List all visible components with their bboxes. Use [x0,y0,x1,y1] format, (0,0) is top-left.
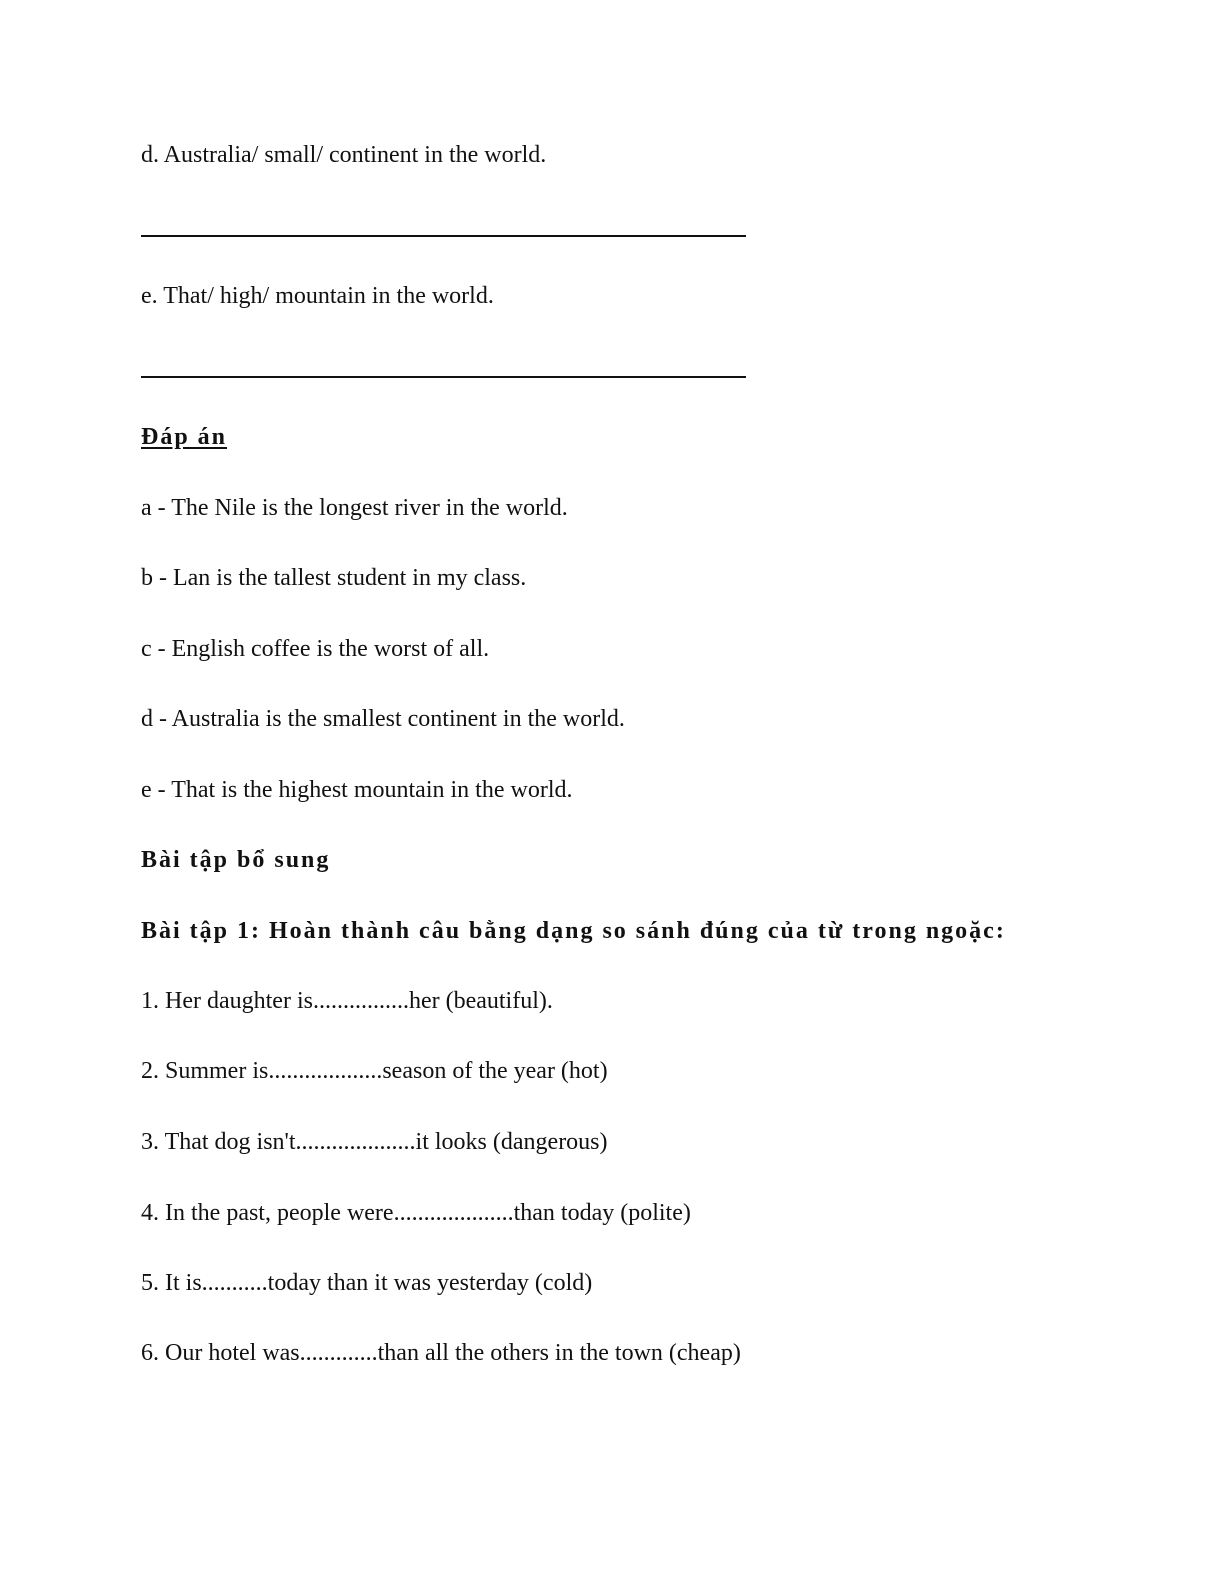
exercise-1-item-6: 6. Our hotel was.............than all the others in the town (cheap) [141,1340,741,1366]
answer-item-b: b - Lan is the tallest student in my class. [141,565,527,591]
answer-blank-line-d [141,235,746,237]
exercise-1-item-1: 1. Her daughter is................her (beautiful). [141,988,553,1014]
exercise-1-item-2: 2. Summer is...................season of the year (hot) [141,1058,608,1084]
exercise-item-e: e. That/ high/ mountain in the world. [141,283,494,309]
extra-exercises-heading: Bài tập bổ sung [141,847,331,873]
answer-item-c: c - English coffee is the worst of all. [141,636,490,662]
exercise-1-item-4: 4. In the past, people were....................than today (polite) [141,1200,691,1226]
exercise-1-item-5: 5. It is...........today than it was yesterday (cold) [141,1270,593,1296]
answer-item-d: d - Australia is the smallest continent in the world. [141,706,625,732]
exercise-item-d: d. Australia/ small/ continent in the world. [141,142,547,168]
answer-blank-line-e [141,376,746,378]
answer-item-e: e - That is the highest mountain in the world. [141,777,573,803]
answer-key-heading: Đáp án [141,424,228,450]
exercise-1-heading: Bài tập 1: Hoàn thành câu bằng dạng so sánh đúng của từ trong ngoặc: [141,918,1006,944]
answer-item-a: a - The Nile is the longest river in the world. [141,495,568,521]
exercise-1-item-3: 3. That dog isn't....................it looks (dangerous) [141,1129,608,1155]
